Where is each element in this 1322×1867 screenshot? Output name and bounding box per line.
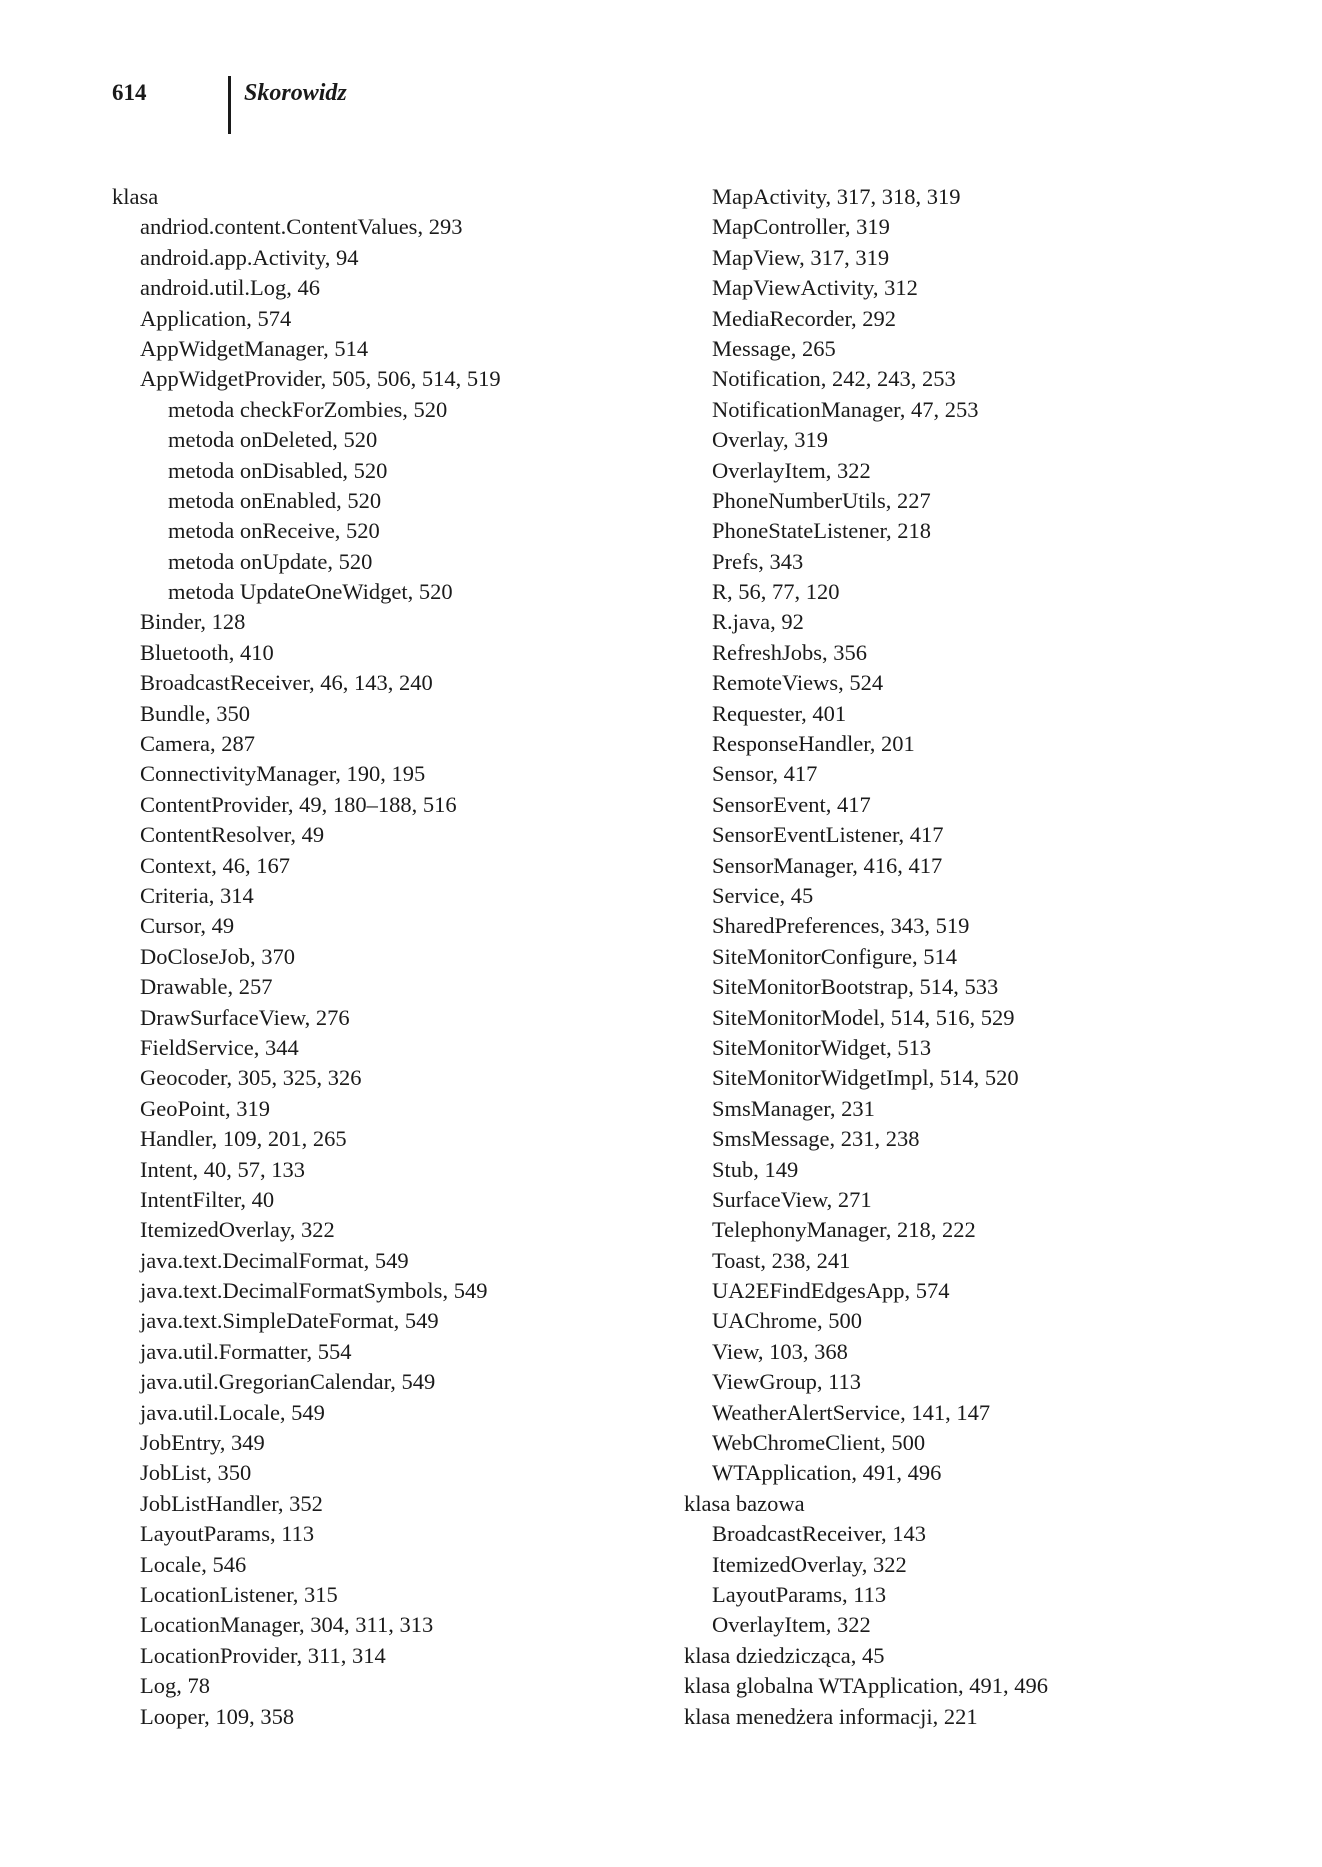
index-entry: Overlay, 319 <box>712 427 829 453</box>
index-entry: GeoPoint, 319 <box>140 1095 271 1121</box>
index-entry: SiteMonitorWidgetImpl, 514, 520 <box>712 1065 1019 1091</box>
index-entry: LocationProvider, 311, 314 <box>140 1642 386 1668</box>
index-entry: andriod.content.ContentValues, 293 <box>140 214 463 240</box>
index-heading: klasa menedżera informacji, 221 <box>684 1703 978 1729</box>
index-entry: JobList, 350 <box>140 1460 252 1486</box>
index-entry: SiteMonitorBootstrap, 514, 533 <box>712 974 999 1000</box>
index-entry: RemoteViews, 524 <box>712 670 884 696</box>
index-entry: Message, 265 <box>712 335 836 361</box>
index-subentry: metoda onDisabled, 520 <box>168 457 388 483</box>
index-entry: Locale, 546 <box>140 1551 247 1577</box>
index-entry: SurfaceView, 271 <box>712 1186 872 1212</box>
index-entry: Prefs, 343 <box>712 548 804 574</box>
index-entry: java.text.DecimalFormat, 549 <box>140 1247 409 1273</box>
index-entry: ItemizedOverlay, 322 <box>140 1217 335 1243</box>
index-entry: RefreshJobs, 356 <box>712 639 867 665</box>
index-entry: DoCloseJob, 370 <box>140 943 296 969</box>
index-subentry: metoda onEnabled, 520 <box>168 487 382 513</box>
index-entry: MapViewActivity, 312 <box>712 275 918 301</box>
index-entry: MapActivity, 317, 318, 319 <box>712 184 961 209</box>
index-entry: ConnectivityManager, 190, 195 <box>140 761 426 787</box>
index-entry: MediaRecorder, 292 <box>712 305 897 331</box>
index-heading: klasa bazowa <box>684 1490 805 1516</box>
index-column-right <box>684 182 1304 1732</box>
index-entry: Geocoder, 305, 325, 326 <box>140 1065 362 1091</box>
index-entry: PhoneStateListener, 218 <box>712 518 932 544</box>
index-entry: OverlayItem, 322 <box>712 1612 871 1638</box>
index-entry: SmsMessage, 231, 238 <box>712 1126 920 1152</box>
index-entry: java.util.Formatter, 554 <box>140 1338 352 1364</box>
index-entry: JobListHandler, 352 <box>140 1490 323 1516</box>
index-entry: java.util.GregorianCalendar, 549 <box>140 1369 436 1395</box>
index-entry: BroadcastReceiver, 143 <box>712 1521 927 1547</box>
index-entry: DrawSurfaceView, 276 <box>140 1004 350 1030</box>
index-entry: TelephonyManager, 218, 222 <box>712 1217 976 1243</box>
index-subentry: metoda checkForZombies, 520 <box>168 396 448 422</box>
index-heading: klasa globalna WTApplication, 491, 496 <box>684 1673 1048 1699</box>
index-entry: ViewGroup, 113 <box>712 1369 862 1395</box>
index-entry: ItemizedOverlay, 322 <box>712 1551 907 1577</box>
index-entry: SiteMonitorConfigure, 514 <box>712 943 957 969</box>
index-entry: Camera, 287 <box>140 731 255 757</box>
index-entry: Criteria, 314 <box>140 882 254 908</box>
index-entry: WTApplication, 491, 496 <box>712 1460 942 1486</box>
index-entry: LocationListener, 315 <box>140 1581 338 1607</box>
index-entry: MapView, 317, 319 <box>712 244 890 270</box>
index-entry: Cursor, 49 <box>140 913 235 939</box>
index-entry: Looper, 109, 358 <box>140 1703 295 1729</box>
index-entry: Stub, 149 <box>712 1156 799 1182</box>
index-subentry: metoda UpdateOneWidget, 520 <box>168 579 453 605</box>
index-entry: android.util.Log, 46 <box>140 275 320 301</box>
index-entry: LocationManager, 304, 311, 313 <box>140 1612 434 1638</box>
index-entry: LayoutParams, 113 <box>712 1581 887 1607</box>
index-heading: klasa <box>112 184 159 209</box>
index-entry: Intent, 40, 57, 133 <box>140 1156 305 1182</box>
index-entry: AppWidgetManager, 514 <box>140 335 369 361</box>
index-entry: SharedPreferences, 343, 519 <box>712 913 970 939</box>
index-entry: android.app.Activity, 94 <box>140 244 359 270</box>
index-entry: WeatherAlertService, 141, 147 <box>712 1399 991 1425</box>
index-entry: Log, 78 <box>140 1673 210 1699</box>
index-entry: SensorEvent, 417 <box>712 791 871 817</box>
index-entry: WebChromeClient, 500 <box>712 1430 926 1456</box>
page-number: 614 <box>112 80 147 105</box>
index-entry: Requester, 401 <box>712 700 847 726</box>
index-entry: NotificationManager, 47, 253 <box>712 396 979 422</box>
index-entry: BroadcastReceiver, 46, 143, 240 <box>140 670 433 696</box>
index-entry: MapController, 319 <box>712 214 890 240</box>
index-column-left <box>112 182 672 1732</box>
index-entry: Service, 45 <box>712 882 814 908</box>
index-subentry: metoda onReceive, 520 <box>168 518 380 544</box>
running-title: Skorowidz <box>244 80 347 106</box>
index-entry: Bluetooth, 410 <box>140 639 274 665</box>
index-heading: klasa dziedzicząca, 45 <box>684 1642 885 1668</box>
index-entry: R.java, 92 <box>712 609 804 635</box>
index-entry: UAChrome, 500 <box>712 1308 862 1334</box>
index-entry: OverlayItem, 322 <box>712 457 871 483</box>
index-subentry: metoda onUpdate, 520 <box>168 548 373 574</box>
index-entry: java.util.Locale, 549 <box>140 1399 325 1425</box>
index-entry: SiteMonitorModel, 514, 516, 529 <box>712 1004 1015 1030</box>
index-subentry: metoda onDeleted, 520 <box>168 427 378 453</box>
index-entry: java.text.SimpleDateFormat, 549 <box>140 1308 439 1334</box>
index-entry: UA2EFindEdgesApp, 574 <box>712 1278 950 1304</box>
index-entry: PhoneNumberUtils, 227 <box>712 487 931 513</box>
index-entry: Toast, 238, 241 <box>712 1247 851 1273</box>
index-entry: Handler, 109, 201, 265 <box>140 1126 347 1152</box>
header-divider <box>228 76 231 134</box>
index-entry: Binder, 128 <box>140 609 246 635</box>
index-entry: ContentResolver, 49 <box>140 822 325 848</box>
index-entry: Drawable, 257 <box>140 974 273 1000</box>
index-entry: SmsManager, 231 <box>712 1095 875 1121</box>
index-entry: Application, 574 <box>140 305 292 331</box>
index-entry: LayoutParams, 113 <box>140 1521 315 1547</box>
index-entry: Context, 46, 167 <box>140 852 290 878</box>
index-entry: Notification, 242, 243, 253 <box>712 366 956 392</box>
index-entry: ResponseHandler, 201 <box>712 731 915 757</box>
index-entry: Bundle, 350 <box>140 700 250 726</box>
index-entry: FieldService, 344 <box>140 1034 299 1060</box>
index-entry: java.text.DecimalFormatSymbols, 549 <box>140 1278 488 1304</box>
index-entry: View, 103, 368 <box>712 1338 848 1364</box>
index-entry: ContentProvider, 49, 180–188, 516 <box>140 791 457 817</box>
index-entry: JobEntry, 349 <box>140 1430 265 1456</box>
index-entry: R, 56, 77, 120 <box>712 579 840 605</box>
index-entry: SensorEventListener, 417 <box>712 822 944 848</box>
index-entry: SensorManager, 416, 417 <box>712 852 943 878</box>
index-entry: Sensor, 417 <box>712 761 818 787</box>
index-entry: SiteMonitorWidget, 513 <box>712 1034 932 1060</box>
index-entry: IntentFilter, 40 <box>140 1186 275 1212</box>
index-entry: AppWidgetProvider, 505, 506, 514, 519 <box>140 366 501 392</box>
